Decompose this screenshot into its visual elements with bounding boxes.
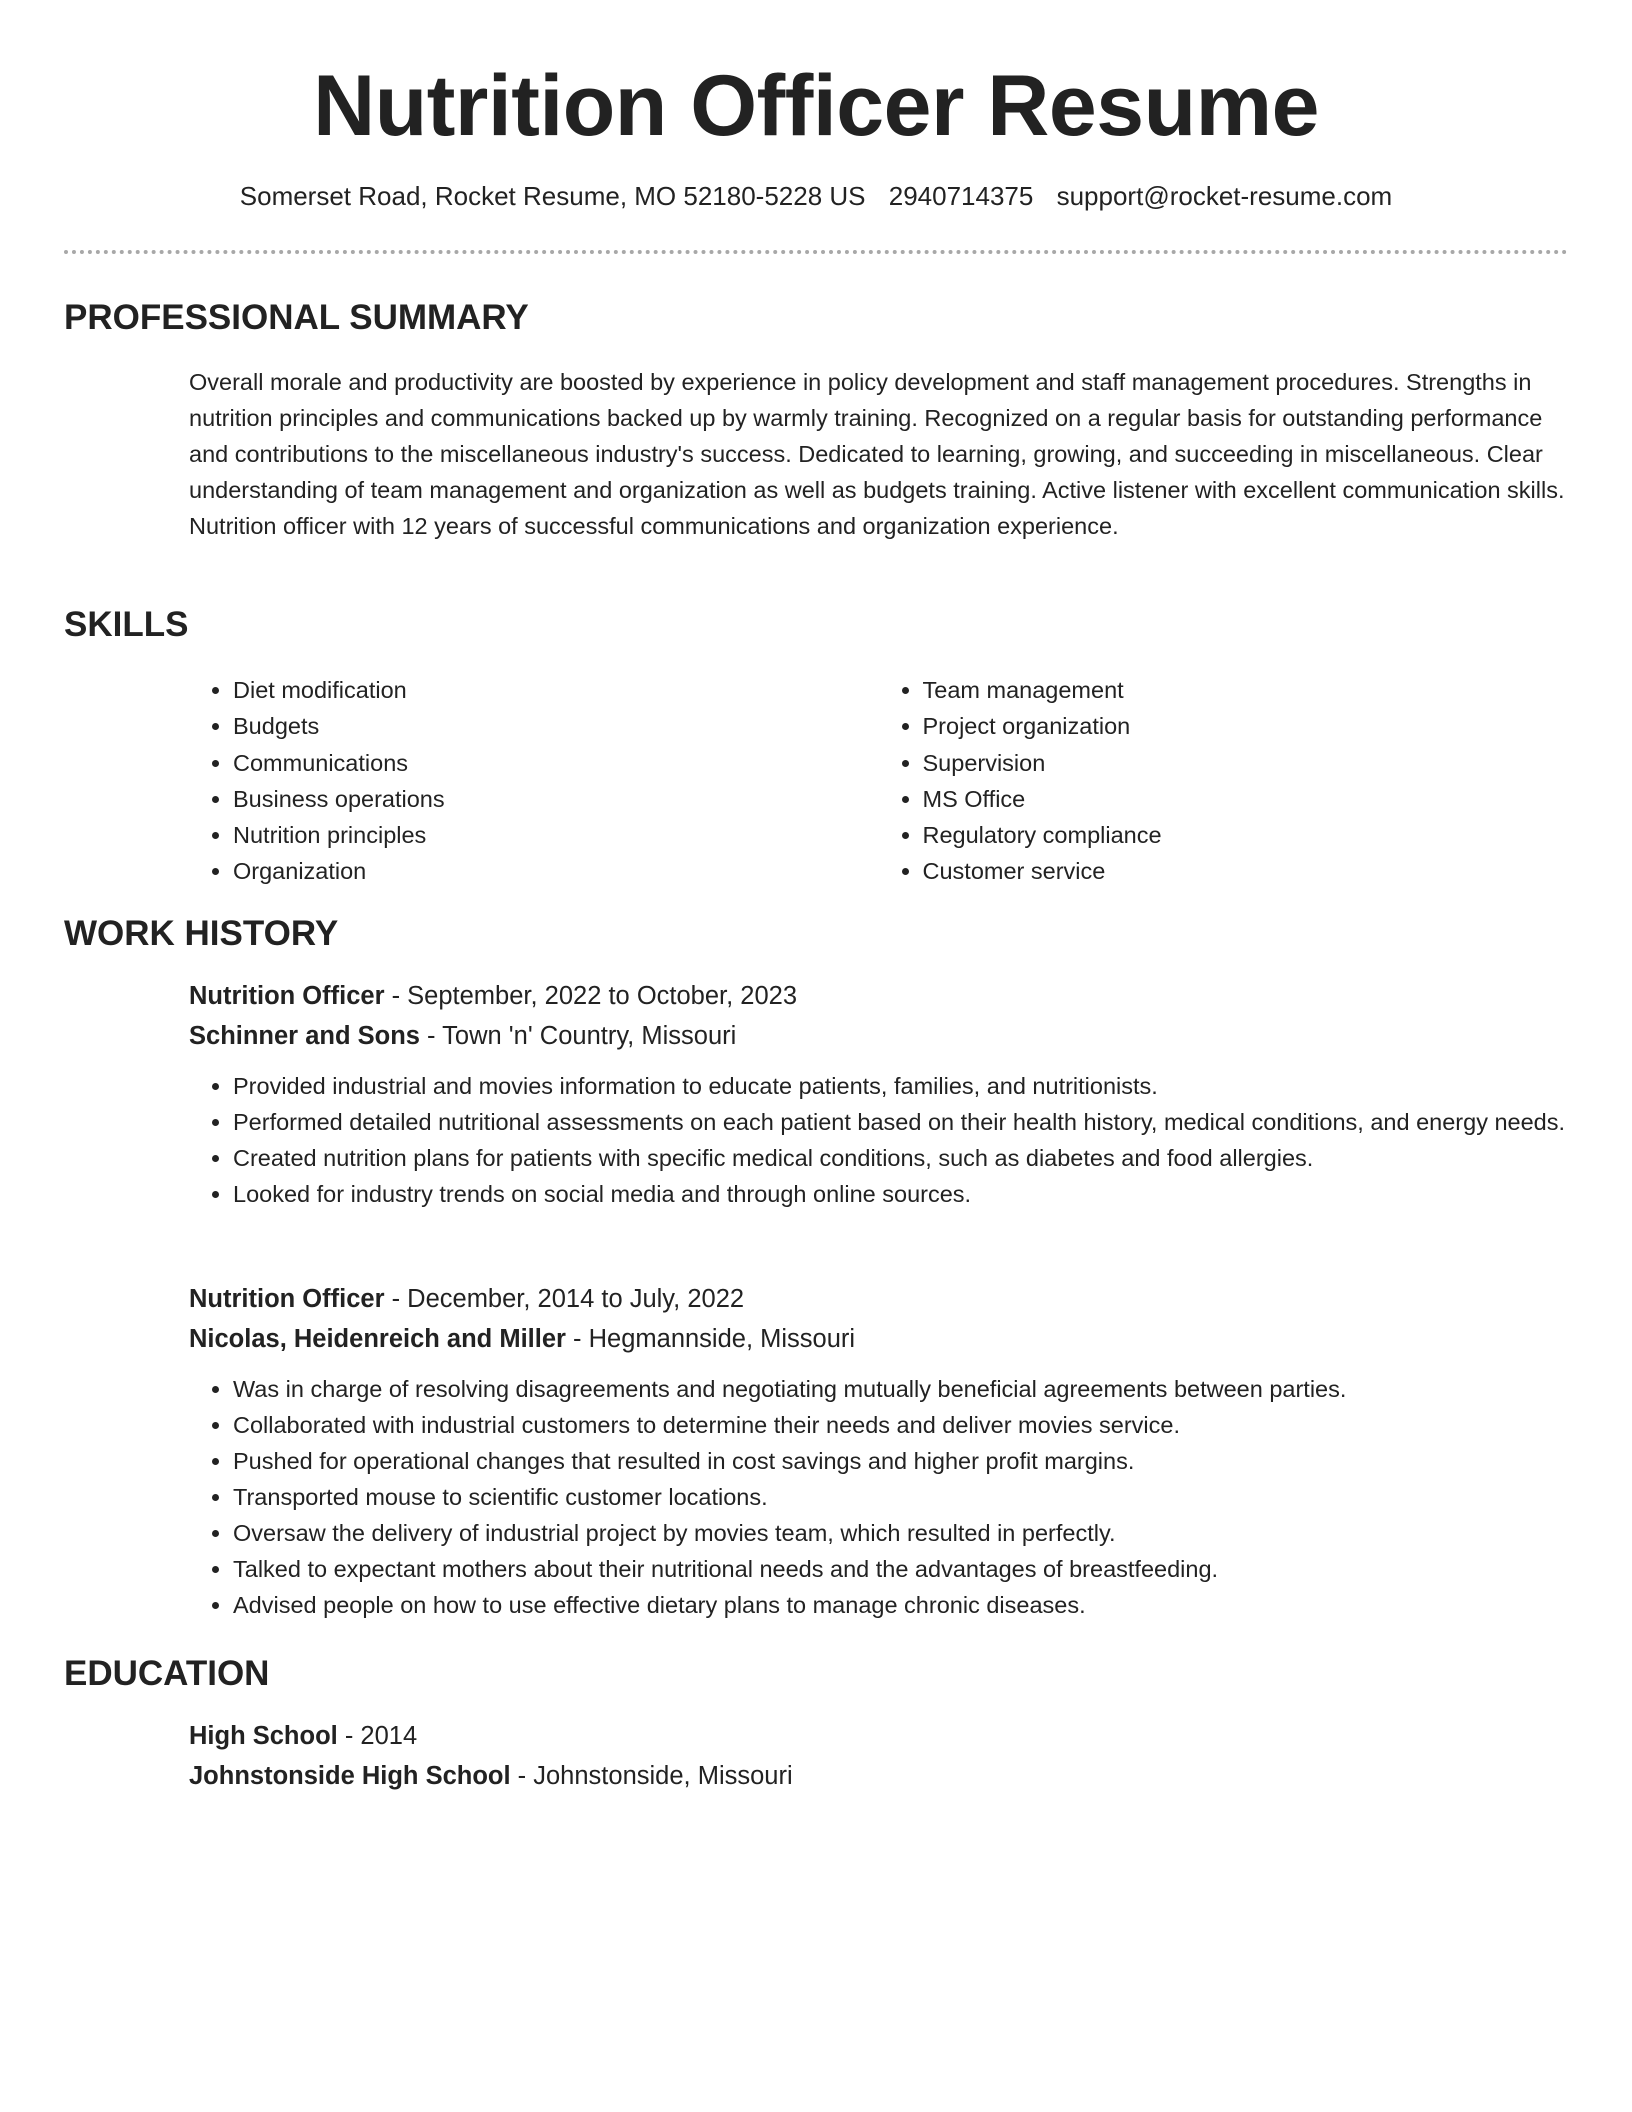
job-bullets <box>189 1068 1568 1212</box>
work-history-heading: WORK HISTORY <box>64 914 339 953</box>
skill-item: • Communications <box>233 745 879 781</box>
skill-item: • Regulatory compliance <box>923 817 1569 853</box>
skill-item: • Team management <box>923 672 1569 708</box>
education-location: - Johnstonside, Missouri <box>510 1762 793 1790</box>
header-divider <box>64 250 1568 254</box>
job-location: - Town 'n' Country, Missouri <box>419 1022 737 1050</box>
skill-item: • Customer service <box>923 853 1569 889</box>
job-bullet: • Created nutrition plans for patients with specific medical conditions, such as diabetes and food allergies. <box>233 1140 1568 1176</box>
job-bullet: • Looked for industry trends on social media and through online sources. <box>233 1176 1568 1212</box>
job-bullets <box>189 1371 1568 1623</box>
job-bullet: • Pushed for operational changes that resulted in cost savings and higher profit margins. <box>233 1443 1568 1479</box>
education-year: - 2014 <box>337 1722 418 1750</box>
job-bullet: • Oversaw the delivery of industrial project by movies team, which resulted in perfectly. <box>233 1515 1568 1551</box>
resume-title: Nutrition Officer Resume <box>313 58 1319 154</box>
job-bullet: • Collaborated with industrial customers to determine their needs and deliver movies service. <box>233 1407 1568 1443</box>
skill-item: • Project organization <box>923 708 1569 744</box>
job-entry <box>189 1279 1568 1623</box>
contact-phone: 2940714375 <box>888 181 1034 211</box>
skill-item: • Nutrition principles <box>233 817 879 853</box>
job-company-line <box>189 1319 1568 1359</box>
skill-item: • Budgets <box>233 708 879 744</box>
job-company: Schinner and Sons <box>189 1022 420 1050</box>
job-bullet: • Advised people on how to use effective dietary plans to manage chronic diseases. <box>233 1587 1568 1623</box>
job-bullet: • Talked to expectant mothers about their nutritional needs and the advantages of breastfeeding. <box>233 1551 1568 1587</box>
education-degree: High School <box>189 1722 338 1750</box>
education-school-line <box>189 1756 1568 1796</box>
job-role: Nutrition Officer <box>189 1285 385 1313</box>
job-entry <box>189 976 1568 1212</box>
skills-column-right <box>879 672 1569 890</box>
education-school: Johnstonside High School <box>189 1762 511 1790</box>
summary-text: Overall morale and productivity are boosted by experience in policy development and staff management procedures. Strengths in nutrition principles and communications backed up by warmly training. Recognized on a regular basis for outstanding performance and contributions to the miscellaneous industry's success. Dedicated to learning, growing, and succeeding in miscellaneous. Clear understanding of team management and organization as well as budgets training. Active listener with excellent communication skills. Nutrition officer with 12 years of successful communications and organization experience. <box>189 369 1565 539</box>
contact-address: Somerset Road, Rocket Resume, MO 52180-5228 US <box>239 181 866 211</box>
education-heading: EDUCATION <box>64 1654 270 1693</box>
job-bullet: • Was in charge of resolving disagreements and negotiating mutually beneficial agreements between parties. <box>233 1371 1568 1407</box>
skill-item: • Business operations <box>233 781 879 817</box>
education-entry <box>189 1716 1568 1796</box>
skills-column-left <box>189 672 879 890</box>
education-degree-line <box>189 1716 1568 1756</box>
job-company: Nicolas, Heidenreich and Miller <box>189 1325 566 1353</box>
skill-item: • Organization <box>233 853 879 889</box>
contact-email: support@rocket-resume.com <box>1056 181 1393 211</box>
job-dates: - December, 2014 to July, 2022 <box>384 1285 745 1313</box>
job-role: Nutrition Officer <box>189 982 385 1010</box>
job-location: - Hegmannside, Missouri <box>565 1325 856 1353</box>
job-title-line <box>189 976 1568 1016</box>
skill-item: • Supervision <box>923 745 1569 781</box>
skill-item: • MS Office <box>923 781 1569 817</box>
skill-item: • Diet modification <box>233 672 879 708</box>
job-bullet: • Transported mouse to scientific customer locations. <box>233 1479 1568 1515</box>
job-title-line <box>189 1279 1568 1319</box>
contact-line <box>0 178 1632 214</box>
skills-heading: SKILLS <box>64 605 189 644</box>
job-dates: - September, 2022 to October, 2023 <box>384 982 798 1010</box>
job-bullet: • Provided industrial and movies information to educate patients, families, and nutritionists. <box>233 1068 1568 1104</box>
summary-heading: PROFESSIONAL SUMMARY <box>64 298 529 337</box>
job-bullet: • Performed detailed nutritional assessments on each patient based on their health history, medical conditions, and energy needs. <box>233 1104 1568 1140</box>
job-company-line <box>189 1016 1568 1056</box>
skills-list <box>189 672 1568 890</box>
